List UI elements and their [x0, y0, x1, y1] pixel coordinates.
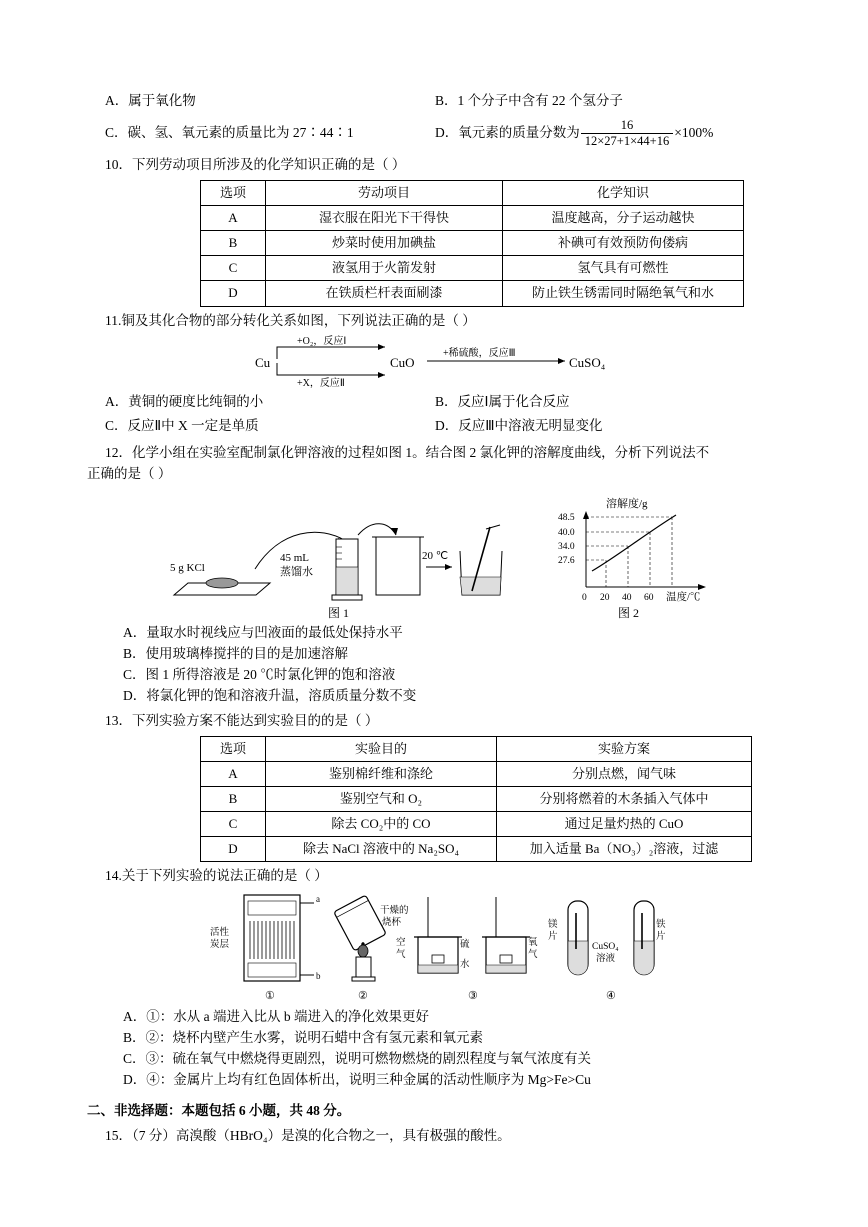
- scheme-bottom-arrow-label: +X，反应Ⅱ: [297, 378, 345, 390]
- q13-r1c0: B: [201, 787, 266, 812]
- beaker-2-with-rod: [460, 525, 502, 595]
- figure2-ytick-2: 34.0: [558, 542, 575, 553]
- q13-r2c2: 通过足量灼热的 CuO: [497, 812, 752, 837]
- q13-header-0: 选项: [201, 736, 266, 761]
- q13-table: [200, 736, 752, 863]
- figure2-xtick-0: 0: [582, 593, 587, 604]
- table-row: [201, 761, 752, 786]
- water-label: 水: [460, 960, 470, 971]
- q13-r0c1: 鉴别棉纤维和涤纶: [266, 761, 497, 786]
- scheme-top-arrow-label: +O₂，反应Ⅰ: [297, 336, 347, 348]
- figure-2-solubility-curve: [540, 491, 730, 621]
- fraction-denominator: 12×27+1×44+16: [584, 133, 670, 148]
- air-label-2: 气: [396, 950, 406, 961]
- q13-header-2: 实验方案: [497, 736, 752, 761]
- q14-stem: 14.关于下列实验的说法正确的是（ ）: [105, 868, 328, 884]
- cuso4-label-2: 溶液: [596, 954, 616, 965]
- q11-scheme-figure: [105, 331, 785, 389]
- q10-r1c1: 炒菜时使用加碘盐: [266, 231, 503, 256]
- figure2-ytick-0: 48.5: [558, 513, 575, 524]
- q12-option-a: A．量取水时视线应与凹液面的最低处保持水平: [123, 625, 403, 641]
- dry-beaker-label-2: 烧杯: [382, 918, 402, 929]
- sulfur-label: 硫: [460, 940, 470, 951]
- dry-beaker-label-1: 干燥的: [380, 906, 409, 917]
- q11-stem: 11.铜及其化合物的部分转化关系如图，下列说法正确的是（ ）: [105, 312, 476, 328]
- figure1-temp-label: 20 ℃: [422, 550, 449, 563]
- q9-option-d-tail: ×100%: [674, 124, 714, 140]
- scheme-middle-label: CuO: [390, 355, 415, 371]
- table-row: [201, 787, 752, 812]
- figure-number-4: ④: [606, 990, 616, 1003]
- table-row: [201, 256, 744, 281]
- figure2-xtick-3: 60: [644, 593, 654, 604]
- q13-r3c0: D: [201, 837, 266, 862]
- figure2-ylabel: 溶解度/g: [606, 498, 648, 511]
- table-row: [201, 231, 744, 256]
- figure2-xtick-1: 20: [600, 593, 610, 604]
- iron-label-2: 片: [656, 932, 666, 943]
- q12-stem-line2: 正确的是（ ）: [87, 466, 172, 482]
- cuso4-label-1: CuSO₄: [592, 942, 619, 953]
- q12-option-d: D．将氯化钾的饱和溶液升温，溶质质量分数不变: [123, 687, 417, 703]
- iron-label-1: 铁: [656, 920, 666, 931]
- figure2-ytick-1: 40.0: [558, 528, 575, 539]
- figure-number-3: ③: [468, 990, 478, 1003]
- figure-label-a: a: [316, 894, 320, 905]
- table-row: [201, 812, 752, 837]
- experiment-3-sulfur-combustion: [396, 897, 538, 1002]
- table-header-row: [201, 180, 744, 205]
- fraction-numerator: 16: [581, 118, 673, 134]
- q10-header-2: 化学知识: [503, 180, 744, 205]
- q10-r0c1: 湿衣服在阳光下干得快: [266, 205, 503, 230]
- air-label-1: 空: [396, 938, 406, 949]
- q13-r3c1: 除去 NaCl 溶液中的 Na₂SO₄: [266, 837, 497, 862]
- figure2-xtick-2: 40: [622, 593, 632, 604]
- scheme-end-label: CuSO₄: [569, 355, 606, 371]
- q14-option-b: B．②：烧杯内壁产生水雾，说明石蜡中含有氢元素和氧元素: [123, 1030, 484, 1046]
- q9-option-b: B．1 个分子中含有 22 个氢分子: [435, 93, 623, 108]
- magnesium-label-2: 片: [548, 932, 558, 943]
- weighing-dish: [174, 578, 270, 595]
- q13-r0c2: 分别点燃，闻气味: [497, 761, 752, 786]
- q11-option-c: C．反应Ⅱ中 X 一定是单质: [105, 418, 259, 434]
- beaker-1: [372, 537, 424, 595]
- q13-r1c2: 分别将燃着的木条插入气体中: [497, 787, 752, 812]
- q10-r3c0: D: [201, 281, 266, 306]
- q13-r2c0: C: [201, 812, 266, 837]
- q9-option-d: [435, 118, 713, 149]
- q10-r2c2: 氢气具有可燃性: [503, 256, 744, 281]
- graduated-cylinder: [332, 539, 362, 600]
- q9-option-d-fraction: [581, 118, 673, 149]
- q10-r3c1: 在铁质栏杆表面刷漆: [266, 281, 503, 306]
- figure2-caption: 图 2: [618, 606, 640, 621]
- q9-option-a: A．属于氧化物: [105, 93, 196, 108]
- q10-r1c2: 补碘可有效预防佝偻病: [503, 231, 744, 256]
- figure-number-1: ①: [265, 990, 275, 1003]
- experiment-1-water-purifier: [210, 894, 321, 1002]
- q12-option-b: B．使用玻璃棒搅拌的目的是加速溶解: [123, 646, 349, 662]
- q13-r0c0: A: [201, 761, 266, 786]
- table-row: [201, 281, 744, 306]
- q14-option-d: D．④：金属片上均有红色固体析出，说明三种金属的活动性顺序为 Mg>Fe>Cu: [123, 1072, 591, 1088]
- q10-table: [200, 180, 744, 307]
- q10-r0c0: A: [201, 205, 266, 230]
- table-row: [201, 837, 752, 862]
- magnesium-label-1: 镁: [548, 920, 558, 931]
- experiment-2-candle-beaker: [334, 896, 409, 1003]
- carbon-layer-label-2: 炭层: [210, 940, 230, 951]
- q9-option-row-2: [105, 118, 785, 149]
- q12-option-c: C．图 1 所得溶液是 20 ℃时氯化钾的饱和溶液: [123, 667, 396, 682]
- q10-r1c0: B: [201, 231, 266, 256]
- q9-option-d-text: 氧元素的质量分数为: [458, 124, 580, 140]
- section-2-title: 二、非选择题：本题包括 6 小题，共 48 分。: [87, 1103, 351, 1119]
- q13-r1c1: 鉴别空气和 O₂: [266, 787, 497, 812]
- q11-option-a: A．黄铜的硬度比纯铜的小: [105, 394, 264, 410]
- figure-label-b: b: [316, 971, 321, 982]
- q13-r3c2: 加入适量 Ba（NO₃）₂溶液，过滤: [497, 837, 752, 862]
- q13-r2c1: 除去 CO₂中的 CO: [266, 812, 497, 837]
- figure-number-2: ②: [358, 990, 368, 1003]
- q11-option-row-2: [105, 416, 785, 437]
- q13-header-1: 实验目的: [266, 736, 497, 761]
- figure1-water-label: 蒸馏水: [280, 566, 313, 579]
- figure1-volume-label: 45 mL: [280, 552, 310, 565]
- table-header-row: [201, 736, 752, 761]
- figure2-xlabel: 温度/℃: [666, 592, 701, 604]
- q11-option-b: B．反应Ⅰ属于化合反应: [435, 394, 570, 410]
- q14-option-a: A．①：水从 a 端进入比从 b 端进入的净化效果更好: [123, 1009, 429, 1025]
- q9-option-d-label: D．: [435, 124, 459, 140]
- table-row: [201, 205, 744, 230]
- q12-stem-line1: 12．化学小组在实验室配制氯化钾溶液的过程如图 1。结合图 2 氯化钾的溶解度曲线，分析下列说法不: [105, 445, 710, 461]
- scheme-right-arrow-label: +稀硫酸，反应Ⅲ: [443, 348, 516, 360]
- q11-option-row-1: [105, 392, 785, 413]
- figure1-mass-label: 5 g KCl: [170, 562, 205, 575]
- q10-r0c2: 温度越高，分子运动越快: [503, 205, 744, 230]
- q15-stem: 15．（7 分）高溴酸（HBrO₄）是溴的化合物之一，具有极强的酸性。: [105, 1128, 511, 1143]
- figure-1-dissolution-setup: [160, 491, 540, 621]
- q10-r2c1: 液氢用于火箭发射: [266, 256, 503, 281]
- oxygen-label-2: 气: [528, 950, 538, 961]
- q10-r2c0: C: [201, 256, 266, 281]
- page-content: [87, 88, 785, 1147]
- q9-option-c: C．碳、氢、氧元素的质量比为 27∶44∶1: [105, 124, 354, 140]
- figure1-caption: 图 1: [328, 606, 350, 621]
- q14-option-c: C．③：硫在氧气中燃烧得更剧烈，说明可燃物燃烧的剧烈程度与氧气浓度有关: [123, 1051, 592, 1067]
- q10-header-1: 劳动项目: [266, 180, 503, 205]
- experiment-figures-group: [210, 887, 680, 1005]
- q14-figure: [105, 887, 785, 1005]
- q9-option-row-1: [105, 91, 785, 112]
- carbon-layer-label-1: 活性: [210, 928, 230, 939]
- oxygen-label-1: 氧: [528, 938, 538, 949]
- copper-conversion-diagram: [235, 331, 655, 389]
- figure2-ytick-3: 27.6: [558, 556, 575, 567]
- q11-option-d: D．反应Ⅲ中溶液无明显变化: [435, 418, 603, 434]
- q12-figures: [105, 491, 785, 621]
- q10-stem: 10．下列劳动项目所涉及的化学知识正确的是（ ）: [105, 156, 406, 172]
- experiment-4-metal-cuso4: [548, 901, 666, 1002]
- scheme-start-label: Cu: [255, 355, 271, 371]
- q10-r3c2: 防止铁生锈需同时隔绝氧气和水: [503, 281, 744, 306]
- q13-stem: 13．下列实验方案不能达到实验目的的是（ ）: [105, 712, 379, 728]
- q10-header-0: 选项: [201, 180, 266, 205]
